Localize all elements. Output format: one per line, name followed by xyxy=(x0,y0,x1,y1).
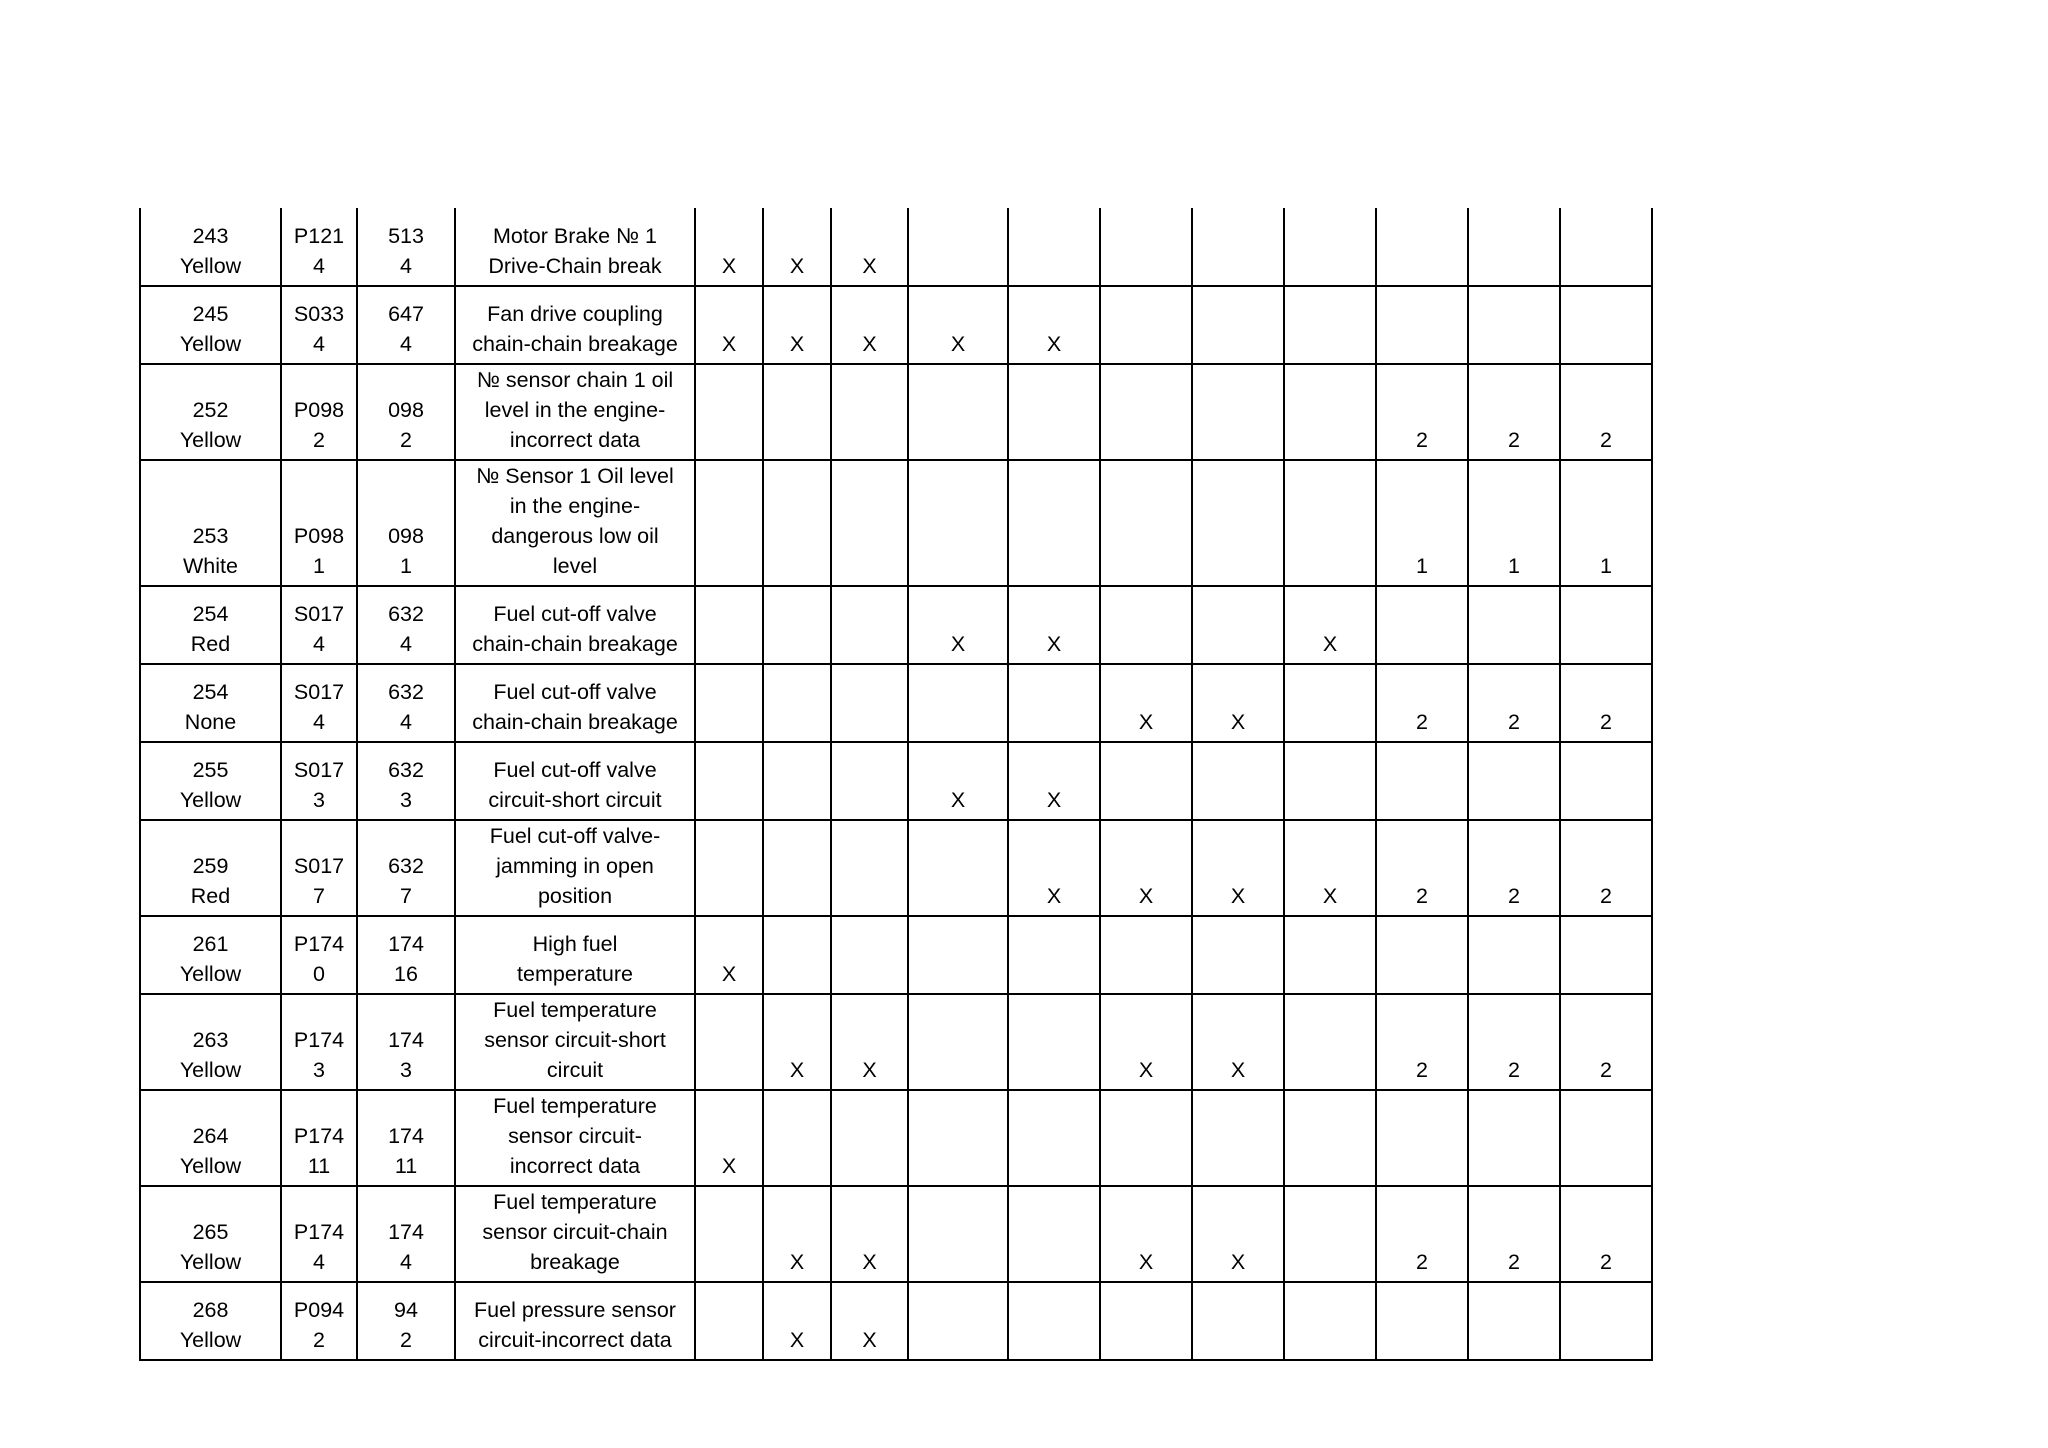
cell-mark-5 xyxy=(1008,994,1100,1090)
cell-mark-10 xyxy=(1468,1282,1560,1360)
cell-p-code: P094 2 xyxy=(281,1282,357,1360)
cell-mark-9: 2 xyxy=(1376,364,1468,460)
cell-mark-6 xyxy=(1100,1090,1192,1186)
cell-mark-4 xyxy=(908,460,1008,586)
cell-mark-5 xyxy=(1008,664,1100,742)
cell-mark-7: X xyxy=(1192,1186,1284,1282)
cell-mark-8 xyxy=(1284,994,1376,1090)
cell-mark-5 xyxy=(1008,460,1100,586)
table-row xyxy=(140,208,1652,286)
cell-fault-id: 259 Red xyxy=(140,820,281,916)
cell-spn: 098 2 xyxy=(357,364,455,460)
cell-spn: 632 7 xyxy=(357,820,455,916)
cell-mark-11 xyxy=(1560,208,1652,286)
cell-mark-4 xyxy=(908,820,1008,916)
cell-mark-3 xyxy=(831,460,908,586)
cell-mark-8 xyxy=(1284,364,1376,460)
cell-mark-9 xyxy=(1376,286,1468,364)
cell-mark-8 xyxy=(1284,286,1376,364)
cell-mark-7 xyxy=(1192,742,1284,820)
cell-mark-10 xyxy=(1468,586,1560,664)
cell-mark-9 xyxy=(1376,916,1468,994)
cell-mark-5: X xyxy=(1008,820,1100,916)
cell-mark-10: 2 xyxy=(1468,1186,1560,1282)
cell-p-code: P174 4 xyxy=(281,1186,357,1282)
cell-mark-5: X xyxy=(1008,742,1100,820)
cell-fault-id: 253 White xyxy=(140,460,281,586)
cell-spn: 174 4 xyxy=(357,1186,455,1282)
cell-spn: 098 1 xyxy=(357,460,455,586)
cell-mark-4 xyxy=(908,664,1008,742)
cell-p-code: S017 4 xyxy=(281,586,357,664)
cell-spn: 632 4 xyxy=(357,586,455,664)
cell-mark-7: X xyxy=(1192,664,1284,742)
cell-mark-2 xyxy=(763,364,831,460)
cell-mark-4 xyxy=(908,208,1008,286)
cell-spn: 174 3 xyxy=(357,994,455,1090)
cell-mark-6: X xyxy=(1100,1186,1192,1282)
cell-p-code: S017 3 xyxy=(281,742,357,820)
cell-mark-2 xyxy=(763,820,831,916)
cell-mark-4 xyxy=(908,1186,1008,1282)
cell-mark-7 xyxy=(1192,1282,1284,1360)
cell-mark-10 xyxy=(1468,742,1560,820)
cell-mark-3 xyxy=(831,916,908,994)
cell-mark-3 xyxy=(831,742,908,820)
cell-description: Fuel temperature sensor circuit-chain breakage xyxy=(455,1186,695,1282)
cell-fault-id: 265 Yellow xyxy=(140,1186,281,1282)
cell-description: № Sensor 1 Oil level in the engine- dangerous low oil level xyxy=(455,460,695,586)
cell-mark-1: X xyxy=(695,286,763,364)
cell-mark-9: 2 xyxy=(1376,1186,1468,1282)
cell-mark-2 xyxy=(763,742,831,820)
cell-mark-2 xyxy=(763,916,831,994)
table-row xyxy=(140,460,1652,586)
cell-mark-8 xyxy=(1284,1282,1376,1360)
cell-mark-8 xyxy=(1284,916,1376,994)
cell-mark-3: X xyxy=(831,208,908,286)
cell-description: High fuel temperature xyxy=(455,916,695,994)
cell-mark-5: X xyxy=(1008,586,1100,664)
cell-mark-3 xyxy=(831,586,908,664)
cell-mark-9: 2 xyxy=(1376,994,1468,1090)
cell-mark-9 xyxy=(1376,1282,1468,1360)
cell-mark-11: 2 xyxy=(1560,364,1652,460)
table-row xyxy=(140,820,1652,916)
cell-fault-id: 264 Yellow xyxy=(140,1090,281,1186)
cell-mark-8 xyxy=(1284,208,1376,286)
cell-description: Fuel cut-off valve circuit-short circuit xyxy=(455,742,695,820)
cell-mark-9: 2 xyxy=(1376,664,1468,742)
cell-mark-6 xyxy=(1100,286,1192,364)
cell-mark-3: X xyxy=(831,1282,908,1360)
cell-p-code: P174 11 xyxy=(281,1090,357,1186)
cell-p-code: P098 2 xyxy=(281,364,357,460)
cell-mark-7: X xyxy=(1192,994,1284,1090)
cell-mark-10: 2 xyxy=(1468,820,1560,916)
cell-spn: 632 4 xyxy=(357,664,455,742)
cell-mark-11: 2 xyxy=(1560,820,1652,916)
cell-mark-3 xyxy=(831,820,908,916)
cell-mark-10: 2 xyxy=(1468,364,1560,460)
cell-mark-7 xyxy=(1192,586,1284,664)
cell-mark-5 xyxy=(1008,916,1100,994)
cell-mark-1 xyxy=(695,1282,763,1360)
cell-spn: 632 3 xyxy=(357,742,455,820)
cell-mark-4 xyxy=(908,994,1008,1090)
cell-mark-8 xyxy=(1284,742,1376,820)
cell-mark-6: X xyxy=(1100,994,1192,1090)
cell-mark-4: X xyxy=(908,286,1008,364)
cell-mark-10 xyxy=(1468,1090,1560,1186)
cell-mark-10 xyxy=(1468,286,1560,364)
cell-p-code: S017 7 xyxy=(281,820,357,916)
cell-spn: 174 11 xyxy=(357,1090,455,1186)
table-row xyxy=(140,1090,1652,1186)
cell-description: Fuel cut-off valve chain-chain breakage xyxy=(455,664,695,742)
cell-mark-5 xyxy=(1008,364,1100,460)
cell-mark-5 xyxy=(1008,1186,1100,1282)
cell-mark-8 xyxy=(1284,1186,1376,1282)
cell-mark-2: X xyxy=(763,208,831,286)
table-body xyxy=(140,208,1652,1360)
cell-mark-7 xyxy=(1192,916,1284,994)
cell-fault-id: 254 Red xyxy=(140,586,281,664)
cell-mark-7 xyxy=(1192,286,1284,364)
cell-mark-5 xyxy=(1008,208,1100,286)
table-row xyxy=(140,286,1652,364)
cell-mark-1 xyxy=(695,586,763,664)
cell-mark-9 xyxy=(1376,586,1468,664)
table-row xyxy=(140,916,1652,994)
cell-mark-7 xyxy=(1192,1090,1284,1186)
cell-mark-9: 1 xyxy=(1376,460,1468,586)
cell-mark-1 xyxy=(695,742,763,820)
cell-mark-8 xyxy=(1284,1090,1376,1186)
cell-mark-8 xyxy=(1284,460,1376,586)
cell-mark-9 xyxy=(1376,742,1468,820)
cell-mark-1 xyxy=(695,664,763,742)
cell-spn: 94 2 xyxy=(357,1282,455,1360)
cell-mark-4 xyxy=(908,364,1008,460)
cell-mark-6 xyxy=(1100,460,1192,586)
cell-description: Fuel temperature sensor circuit-short circuit xyxy=(455,994,695,1090)
table-row xyxy=(140,994,1652,1090)
table-row xyxy=(140,664,1652,742)
table-row xyxy=(140,742,1652,820)
cell-mark-2: X xyxy=(763,1186,831,1282)
cell-mark-7 xyxy=(1192,364,1284,460)
cell-description: Motor Brake № 1 Drive-Chain break xyxy=(455,208,695,286)
cell-mark-7: X xyxy=(1192,820,1284,916)
cell-mark-6 xyxy=(1100,364,1192,460)
cell-mark-4 xyxy=(908,916,1008,994)
cell-p-code: P098 1 xyxy=(281,460,357,586)
cell-spn: 513 4 xyxy=(357,208,455,286)
cell-mark-11: 2 xyxy=(1560,1186,1652,1282)
cell-mark-9: 2 xyxy=(1376,820,1468,916)
cell-description: Fan drive coupling chain-chain breakage xyxy=(455,286,695,364)
cell-mark-10 xyxy=(1468,916,1560,994)
cell-mark-9 xyxy=(1376,1090,1468,1186)
cell-p-code: P121 4 xyxy=(281,208,357,286)
cell-fault-id: 254 None xyxy=(140,664,281,742)
cell-fault-id: 261 Yellow xyxy=(140,916,281,994)
cell-mark-1 xyxy=(695,820,763,916)
cell-mark-11: 2 xyxy=(1560,994,1652,1090)
cell-mark-6 xyxy=(1100,916,1192,994)
cell-mark-1: X xyxy=(695,1090,763,1186)
cell-mark-5: X xyxy=(1008,286,1100,364)
cell-mark-2 xyxy=(763,460,831,586)
cell-mark-2: X xyxy=(763,994,831,1090)
cell-description: Fuel cut-off valve chain-chain breakage xyxy=(455,586,695,664)
cell-fault-id: 245 Yellow xyxy=(140,286,281,364)
cell-mark-5 xyxy=(1008,1090,1100,1186)
cell-mark-8: X xyxy=(1284,820,1376,916)
table-row xyxy=(140,1186,1652,1282)
cell-p-code: S033 4 xyxy=(281,286,357,364)
cell-mark-1 xyxy=(695,994,763,1090)
cell-mark-8 xyxy=(1284,664,1376,742)
cell-mark-1 xyxy=(695,1186,763,1282)
fault-code-table xyxy=(139,208,1653,1361)
table-row xyxy=(140,1282,1652,1360)
cell-mark-3: X xyxy=(831,994,908,1090)
cell-mark-1 xyxy=(695,460,763,586)
cell-description: № sensor chain 1 oil level in the engine- incorrect data xyxy=(455,364,695,460)
cell-p-code: P174 3 xyxy=(281,994,357,1090)
cell-mark-6: X xyxy=(1100,664,1192,742)
cell-mark-7 xyxy=(1192,460,1284,586)
cell-fault-id: 263 Yellow xyxy=(140,994,281,1090)
cell-mark-6 xyxy=(1100,742,1192,820)
cell-mark-11: 2 xyxy=(1560,664,1652,742)
cell-fault-id: 243 Yellow xyxy=(140,208,281,286)
cell-mark-2 xyxy=(763,1090,831,1186)
cell-fault-id: 252 Yellow xyxy=(140,364,281,460)
cell-mark-6 xyxy=(1100,586,1192,664)
cell-mark-11 xyxy=(1560,916,1652,994)
cell-mark-1 xyxy=(695,364,763,460)
cell-mark-4: X xyxy=(908,586,1008,664)
cell-mark-11 xyxy=(1560,286,1652,364)
cell-mark-10: 2 xyxy=(1468,994,1560,1090)
cell-mark-6 xyxy=(1100,1282,1192,1360)
cell-p-code: P174 0 xyxy=(281,916,357,994)
cell-fault-id: 268 Yellow xyxy=(140,1282,281,1360)
cell-spn: 647 4 xyxy=(357,286,455,364)
table-row xyxy=(140,364,1652,460)
cell-mark-2 xyxy=(763,664,831,742)
table-row xyxy=(140,586,1652,664)
cell-mark-11 xyxy=(1560,1090,1652,1186)
cell-mark-4: X xyxy=(908,742,1008,820)
cell-mark-4 xyxy=(908,1282,1008,1360)
cell-mark-7 xyxy=(1192,208,1284,286)
cell-mark-2: X xyxy=(763,1282,831,1360)
cell-mark-11 xyxy=(1560,1282,1652,1360)
cell-mark-11 xyxy=(1560,742,1652,820)
cell-description: Fuel cut-off valve- jamming in open position xyxy=(455,820,695,916)
cell-mark-10 xyxy=(1468,208,1560,286)
cell-mark-3: X xyxy=(831,1186,908,1282)
cell-mark-1: X xyxy=(695,916,763,994)
cell-mark-2: X xyxy=(763,286,831,364)
cell-mark-8: X xyxy=(1284,586,1376,664)
cell-mark-3 xyxy=(831,1090,908,1186)
cell-mark-5 xyxy=(1008,1282,1100,1360)
cell-mark-1: X xyxy=(695,208,763,286)
cell-mark-10: 2 xyxy=(1468,664,1560,742)
cell-mark-9 xyxy=(1376,208,1468,286)
cell-mark-2 xyxy=(763,586,831,664)
cell-mark-6 xyxy=(1100,208,1192,286)
cell-description: Fuel pressure sensor circuit-incorrect data xyxy=(455,1282,695,1360)
cell-mark-10: 1 xyxy=(1468,460,1560,586)
cell-mark-3 xyxy=(831,664,908,742)
cell-p-code: S017 4 xyxy=(281,664,357,742)
cell-mark-11: 1 xyxy=(1560,460,1652,586)
cell-mark-3 xyxy=(831,364,908,460)
cell-description: Fuel temperature sensor circuit- incorrect data xyxy=(455,1090,695,1186)
cell-mark-11 xyxy=(1560,586,1652,664)
cell-mark-6: X xyxy=(1100,820,1192,916)
cell-fault-id: 255 Yellow xyxy=(140,742,281,820)
cell-mark-3: X xyxy=(831,286,908,364)
cell-mark-4 xyxy=(908,1090,1008,1186)
cell-spn: 174 16 xyxy=(357,916,455,994)
